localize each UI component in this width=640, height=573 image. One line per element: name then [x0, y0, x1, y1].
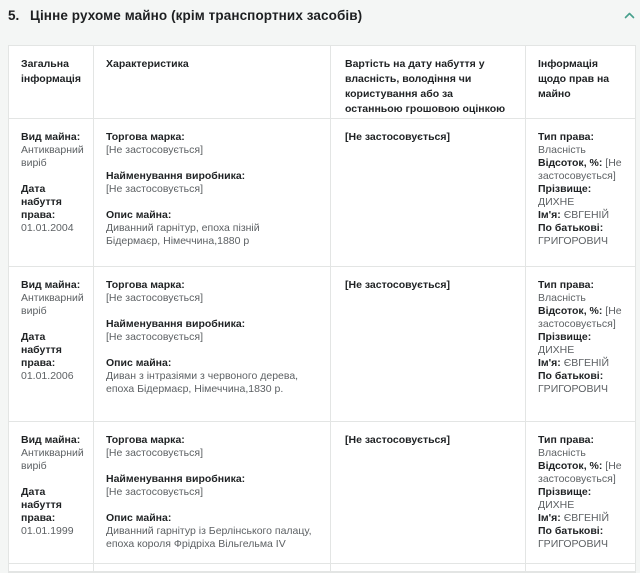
field-value: [Не застосовується]: [538, 460, 622, 485]
section-header: [0, 0, 640, 45]
field-value: Антикварний виріб: [21, 447, 84, 472]
section-title: Цінне рухоме майно (крім транспортних засобів): [30, 8, 363, 23]
rights-info-cell: [526, 267, 635, 421]
field-label: Найменування виробника:: [106, 473, 246, 485]
field-label: Торгова марка:: [106, 279, 185, 291]
table-header-row: [9, 46, 635, 118]
column-header-general-info: Загальна інформація: [9, 46, 94, 118]
field-label: Торгова марка:: [106, 131, 185, 143]
general-info-cell: [9, 267, 94, 421]
characteristics-cell: [94, 119, 331, 266]
field-label: Відсоток, %:: [538, 157, 603, 169]
field-value: [Не застосовується]: [345, 131, 451, 143]
table-row: [9, 421, 635, 563]
field-value: ГРИГОРОВИЧ: [538, 383, 608, 395]
field-label: Відсоток, %:: [538, 460, 603, 472]
field-label: Вид майна:: [21, 131, 81, 143]
field-value: [Не застосовується]: [106, 144, 203, 156]
field-value: Антикварний виріб: [21, 144, 84, 169]
field-label: Дата набуття права:: [21, 486, 62, 524]
rights-info-cell: [526, 119, 635, 266]
field-label: Прізвище:: [538, 486, 592, 498]
field-value: [Не застосовується]: [106, 183, 203, 195]
field-label: По батькові:: [538, 370, 604, 382]
field-label: Дата набуття права:: [21, 331, 62, 369]
field-value: [Не застосовується]: [538, 305, 622, 330]
table-row: [9, 118, 635, 266]
field-label: Тип права:: [538, 131, 594, 143]
general-info-cell: [9, 119, 94, 266]
field-value: Власність: [538, 144, 586, 156]
field-label: Тип права:: [538, 434, 594, 446]
field-label: Прізвище:: [538, 331, 592, 343]
field-value: [Не застосовується]: [106, 292, 203, 304]
field-label: Опис майна:: [106, 209, 172, 221]
field-label: Тип права:: [538, 279, 594, 291]
field-value: ГРИГОРОВИЧ: [538, 235, 608, 247]
field-value: Диван з інтразіями з червоного дерева, епоха Бідермаєр, Німеччина,1830 р.: [106, 370, 299, 395]
field-value: ГРИГОРОВИЧ: [538, 538, 608, 550]
field-value: ЄВГЕНІЙ: [563, 512, 610, 524]
field-label: Опис майна:: [106, 512, 172, 524]
field-value: [Не застосовується]: [538, 157, 622, 182]
field-label: Вид майна:: [21, 434, 81, 446]
field-label: Дата набуття права:: [21, 183, 62, 221]
chevron-up-icon: [624, 12, 635, 19]
field-value: ЄВГЕНІЙ: [563, 209, 610, 221]
section-number: 5.: [8, 8, 20, 23]
field-label: По батькові:: [538, 525, 604, 537]
field-value: Диванний гарнітур із Берлінського палацу, епоха короля Фрідріха Вільгельма IV: [106, 525, 312, 550]
table-row-clipped: [9, 563, 635, 572]
field-value: Антикварний виріб: [21, 292, 84, 317]
field-value: ДИХНЕ: [538, 196, 575, 208]
field-value: Диванний гарнітур, епоха пізній Бідермаєр, Німеччина,1880 р: [106, 222, 260, 247]
field-label: Ім'я:: [538, 209, 561, 221]
general-info-cell: [9, 422, 94, 563]
table-row: [9, 266, 635, 421]
field-value: [Не застосовується]: [345, 279, 451, 291]
field-value: ЄВГЕНІЙ: [563, 357, 610, 369]
field-label: Торгова марка:: [106, 434, 185, 446]
field-label: Ім'я:: [538, 512, 561, 524]
field-value: ДИХНЕ: [538, 344, 575, 356]
characteristics-cell: [94, 267, 331, 421]
value-cell: [331, 119, 526, 266]
characteristics-cell: [94, 422, 331, 563]
field-label: Вид майна:: [21, 279, 81, 291]
field-value: [Не застосовується]: [106, 486, 203, 498]
field-value: Власність: [538, 447, 586, 459]
value-cell: [331, 422, 526, 563]
field-value: [Не застосовується]: [106, 447, 203, 459]
value-cell: [331, 267, 526, 421]
field-value: 01.01.2006: [21, 370, 74, 382]
field-value: 01.01.1999: [21, 525, 74, 537]
field-label: Ім'я:: [538, 357, 561, 369]
rights-info-cell: [526, 422, 635, 563]
column-header-characteristics: Характеристика: [94, 46, 331, 118]
field-label: Найменування виробника:: [106, 170, 246, 182]
section-collapse-button[interactable]: [622, 9, 636, 21]
field-label: Відсоток, %:: [538, 305, 603, 317]
field-value: 01.01.2004: [21, 222, 74, 234]
field-value: ДИХНЕ: [538, 499, 575, 511]
column-header-value: Вартість на дату набуття у власність, володіння чи користування або за останньою грошовою оцінкою: [331, 46, 526, 118]
column-header-rights-info: Інформація щодо прав на майно: [538, 58, 610, 100]
field-value: [Не застосовується]: [345, 434, 451, 446]
field-label: Опис майна:: [106, 357, 172, 369]
field-value: Власність: [538, 292, 586, 304]
field-label: Прізвище:: [538, 183, 592, 195]
movable-property-table: [8, 45, 636, 573]
field-value: [Не застосовується]: [106, 331, 203, 343]
field-label: Найменування виробника:: [106, 318, 246, 330]
field-label: По батькові:: [538, 222, 604, 234]
